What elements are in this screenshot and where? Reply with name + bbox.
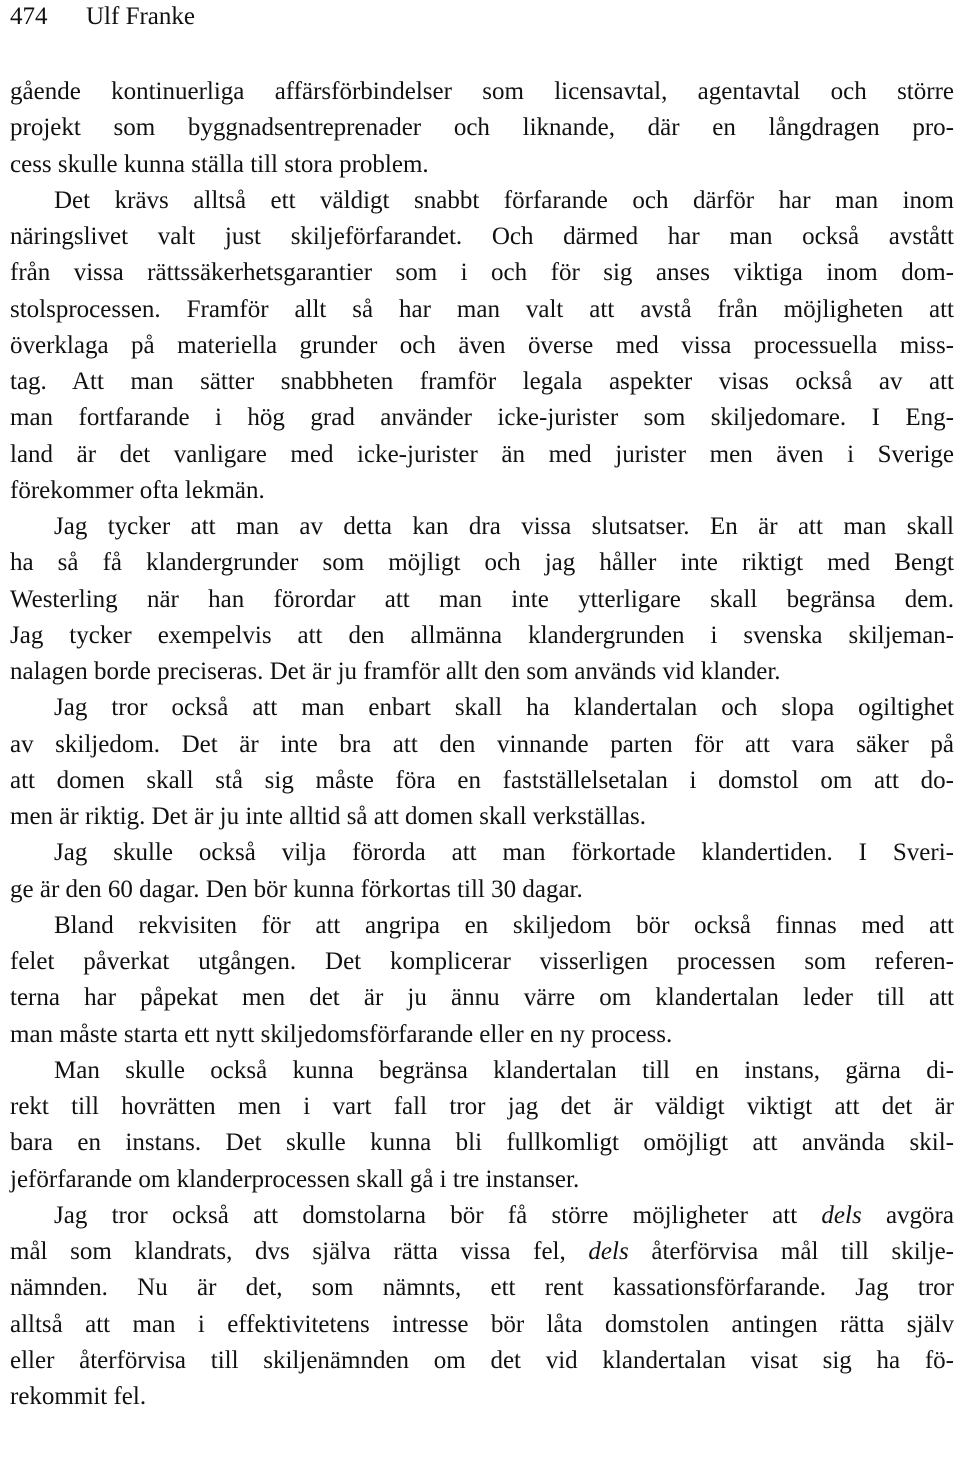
text-line: ha så få klandergrunder som möjligt och jag håller inte riktigt med Bengt [10,549,954,577]
text-line: ge är den 60 dagar. Den bör kunna förkortas till 30 dagar. [10,875,583,903]
text-line: cess skulle kunna ställa till stora problem. [10,150,429,178]
text-segment: återförvisa mål till skilje- [628,1238,954,1265]
text-line: felet påverkat utgången. Det komplicerar visserligen processen som referen- [10,948,954,975]
text-line: man måste starta ett nytt skiljedomsförfarande eller en ny process. [10,1020,673,1048]
text-line: terna har påpekat men det är ju ännu värre om klandertalan leder till att [10,984,954,1012]
text-line: bara en instans. Det skulle kunna bli fullkomligt omöjligt att använda skil- [10,1129,954,1157]
emphasized-word: dels [821,1201,862,1229]
text-line: näringslivet valt just skiljeförfarandet. Och därmed har man också avstått [10,223,954,250]
text-segment: mål som klandrats, dvs själva rätta vissa fel, [10,1238,589,1265]
text-line: av skiljedom. Det är inte bra att den vinnande parten för att vara säker på [10,730,954,758]
running-head-author: Ulf Franke [86,3,195,30]
body-text [10,74,954,1415]
text-line: Det krävs alltså ett väldigt snabbt förfarande och därför har man inom [54,186,954,214]
text-line: jeförfarande om klanderprocessen skall gå i tre instanser. [10,1165,580,1193]
text-line: stolsprocessen. Framför allt så har man valt att avstå från möjligheten att [10,295,954,323]
text-line: men är riktig. Det är ju inte alltid så att domen skall verkställas. [10,803,646,830]
emphasized-word: dels [588,1238,629,1265]
text-line: Man skulle också kunna begränsa klandertalan till en instans, gärna di- [54,1056,954,1084]
text-line: Westerling när han förordar att man inte ytterligare skall begränsa dem. [10,585,954,613]
running-head [10,2,195,32]
text-line: förekommer ofta lekmän. [10,476,265,504]
text-line: alltså att man i effektivitetens intresse bör låta domstolen antingen rätta själv [10,1310,954,1338]
page-number: 474 [10,3,48,30]
text-line: tag. Att man sätter snabbheten framför legala aspekter visas också av att [10,368,954,395]
text-line: överklaga på materiella grunder och även överse med vissa processuella miss- [10,331,954,359]
text-line: nalagen borde preciseras. Det är ju framför allt den som används vid klander. [10,658,781,685]
text-line: Jag tycker att man av detta kan dra vissa slutsatser. En är att man skall [54,513,954,540]
text-line: nämnden. Nu är det, som nämnts, ett rent kassationsförfarande. Jag tror [10,1274,954,1302]
text-line: från vissa rättssäkerhetsgarantier som i och för sig anses viktiga inom dom- [10,259,954,287]
text-line: Jag skulle också vilja förorda att man förkortade klandertiden. I Sveri- [54,839,954,867]
text-line: land är det vanligare med icke-jurister än med jurister men även i Sverige [10,440,954,468]
text-line: att domen skall stå sig måste föra en fastställelsetalan i domstol om att do- [10,766,954,794]
text-line: gående kontinuerliga affärsförbindelser som licensavtal, agentavtal och större [10,78,954,105]
text-line: Jag tror också att man enbart skall ha klandertalan och slopa ogiltighet [54,694,954,722]
text-line [10,1198,954,1234]
text-line: rekommit fel. [10,1383,147,1410]
text-line [10,1234,954,1270]
text-line: man fortfarande i hög grad använder icke-jurister som skiljedomare. I Eng- [10,404,954,432]
text-line: projekt som byggnadsentreprenader och liknande, där en långdragen pro- [10,114,954,142]
text-line: Jag tycker exempelvis att den allmänna klandergrunden i svenska skiljeman- [10,621,954,649]
text-segment: avgöra [861,1201,954,1229]
text-line: Bland rekvisiten för att angripa en skiljedom bör också finnas med att [54,911,954,939]
text-segment: Jag tror också att domstolarna bör få större möjligheter att [54,1201,822,1229]
text-line: rekt till hovrätten men i vart fall tror jag det är väldigt viktigt att det är [10,1093,954,1120]
text-line: eller återförvisa till skiljenämnden om det vid klandertalan visat sig ha fö- [10,1346,954,1374]
